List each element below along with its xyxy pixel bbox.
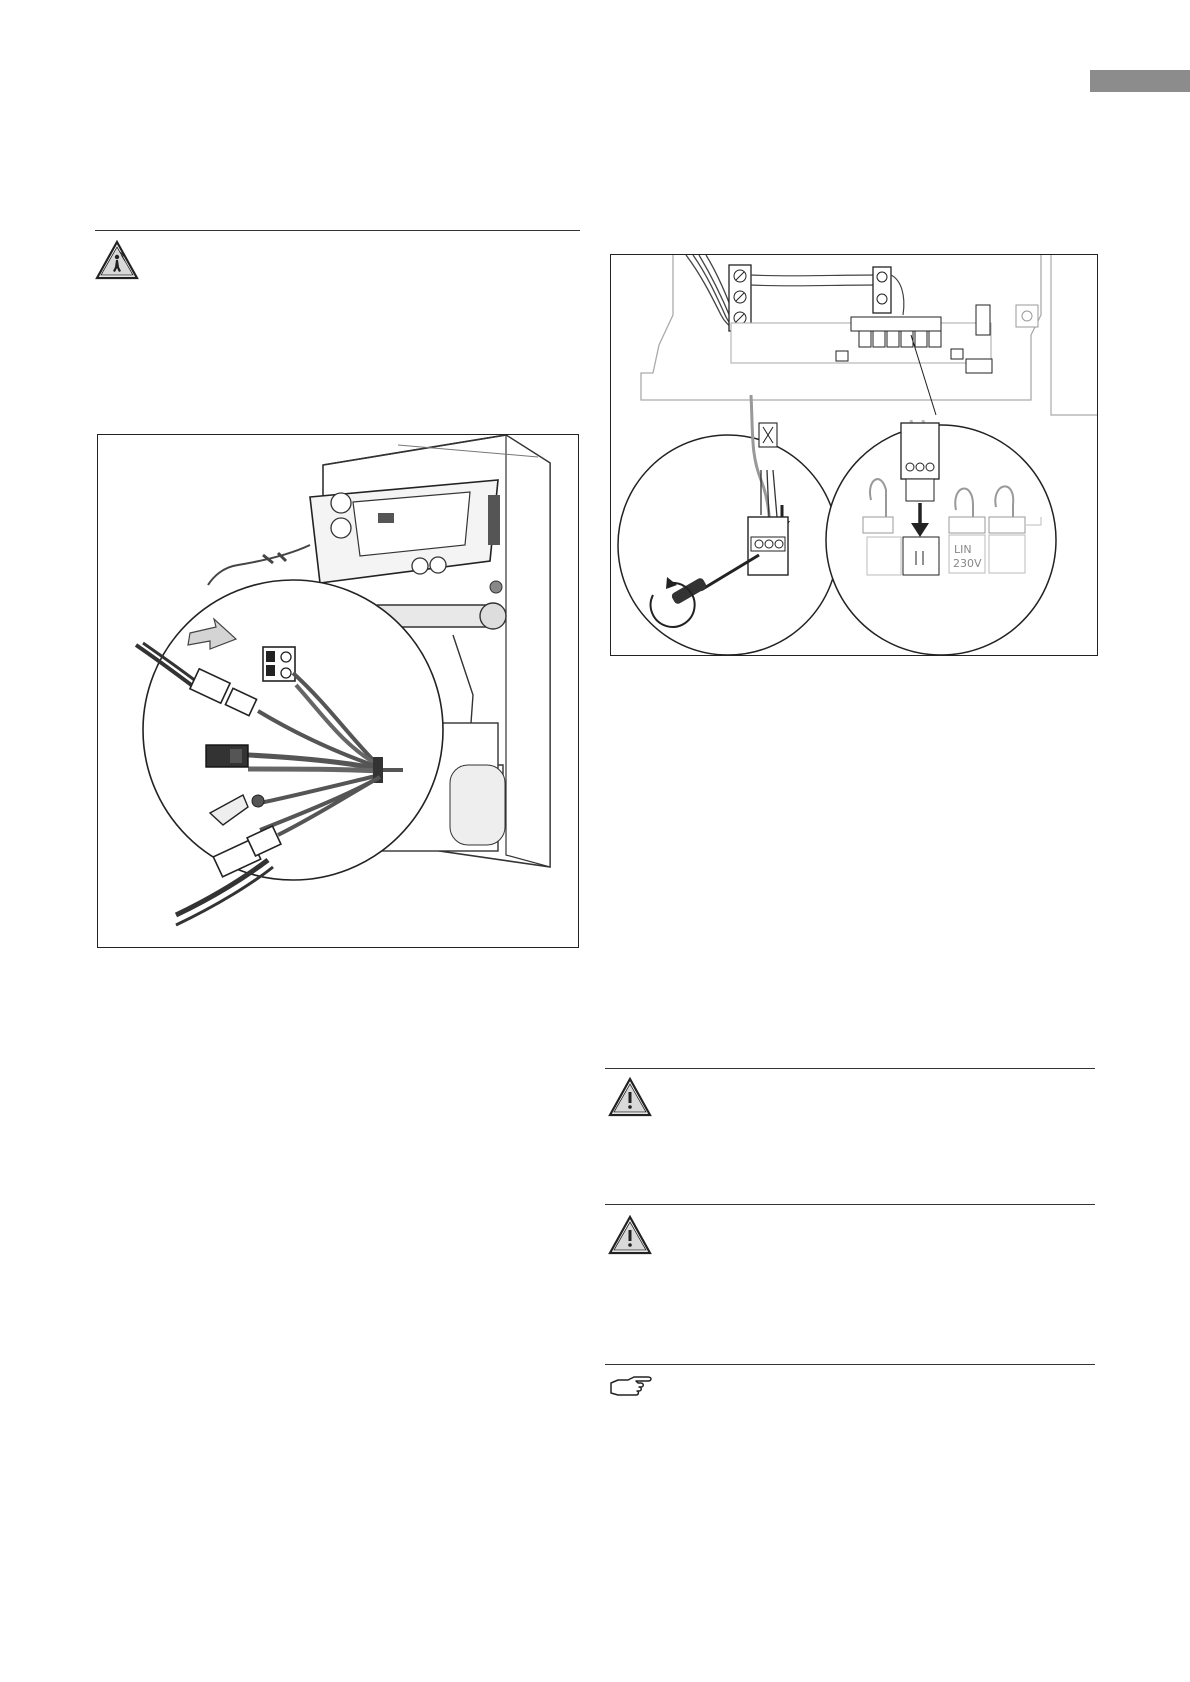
pointing-hand-icon [608,1375,654,1401]
section-tab [1090,70,1190,92]
voltage-label: 230V [953,557,982,570]
divider-note [605,1364,1095,1365]
electric-shock-warning-icon [95,240,139,280]
figure-terminal-connection [610,254,1098,656]
divider-warning-1 [605,1068,1095,1069]
figure-boiler-wiring [97,434,579,948]
warning-triangle-icon [608,1077,652,1117]
divider-left-top [95,230,580,231]
lin-connector-label: LIN [954,543,972,556]
divider-warning-2 [605,1204,1095,1205]
warning-triangle-icon [608,1215,652,1255]
